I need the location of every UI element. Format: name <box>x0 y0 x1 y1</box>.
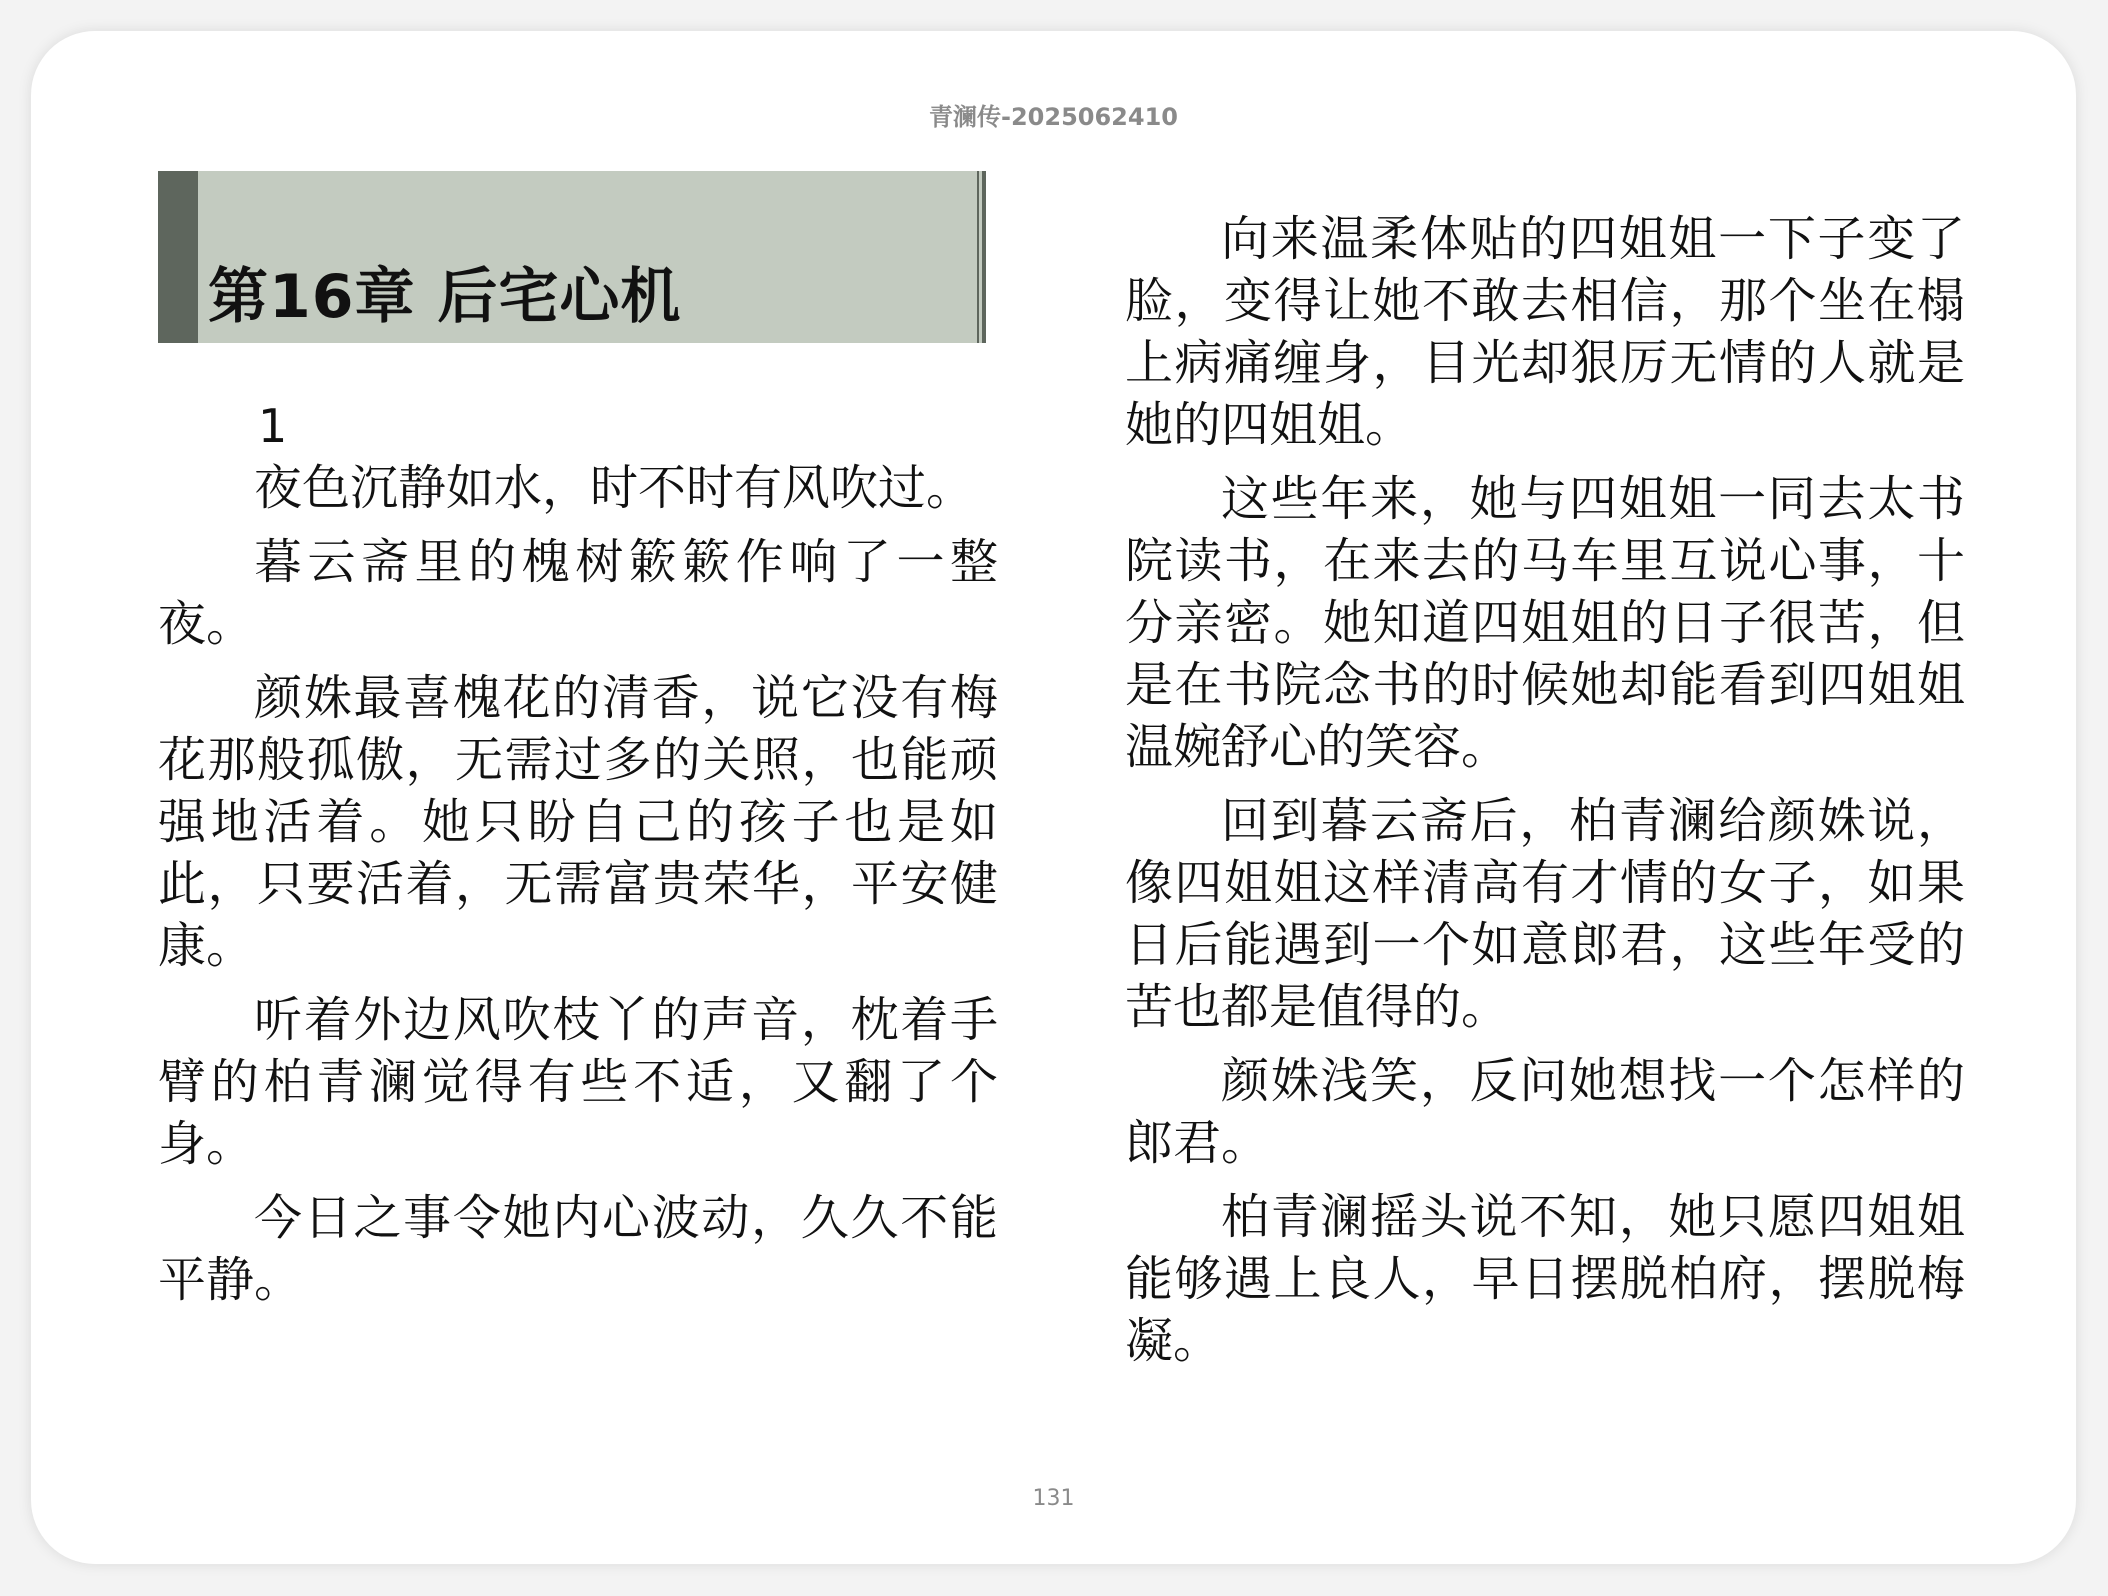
paragraph: 这些年来，她与四姐姐一同去太书院读书，在来去的马车里互说心事，十分亲密。她知道四姐姐的日子很苦，但是在书院念书的时候她却能看到四姐姐温婉舒心的笑容。 <box>1125 471 1965 775</box>
paragraph: 夜色沉静如水，时不时有风吹过。 <box>254 460 975 516</box>
page-number: 131 <box>1032 1486 1075 1511</box>
header-right-rule <box>977 171 979 343</box>
book-page[interactable] <box>31 31 2076 1564</box>
paragraph: 颜姝最喜槐花的清香，说它没有梅花那般孤傲，无需过多的关照，也能顽强地活着。她只盼自己的孩子也是如此，只要活着，无需富贵荣华，平安健康。 <box>158 670 998 974</box>
chapter-title: 第16章 后宅心机 <box>208 262 682 332</box>
book-title: 青澜传-2025062410 <box>929 103 1178 131</box>
paragraph: 今日之事令她内心波动，久久不能平静。 <box>158 1190 998 1308</box>
paragraph: 柏青澜摇头说不知，她只愿四姐姐能够遇上良人，早日摆脱柏府，摆脱梅凝。 <box>1125 1189 1965 1369</box>
paragraph: 回到暮云斋后，柏青澜给颜姝说，像四姐姐这样清高有才情的女子，如果日后能遇到一个如意郎君，这些年受的苦也都是值得的。 <box>1125 793 1965 1035</box>
right-column <box>1125 208 1965 1384</box>
paragraph: 暮云斋里的槐树簌簌作响了一整夜。 <box>158 534 998 652</box>
paragraph: 听着外边风吹枝丫的声音，枕着手臂的柏青澜觉得有些不适，又翻了个身。 <box>158 992 998 1172</box>
header-accent-bar <box>158 171 198 343</box>
chapter-header <box>158 171 986 343</box>
paragraph: 向来温柔体贴的四姐姐一下子变了脸，变得让她不敢去相信，那个坐在榻上病痛缠身，目光却狠厉无情的人就是她的四姐姐。 <box>1125 211 1965 453</box>
section-number: 1 <box>258 399 288 453</box>
paragraph: 颜姝浅笑，反问她想找一个怎样的郎君。 <box>1125 1053 1965 1171</box>
header-right-border <box>982 171 986 343</box>
left-column <box>158 171 1006 1323</box>
